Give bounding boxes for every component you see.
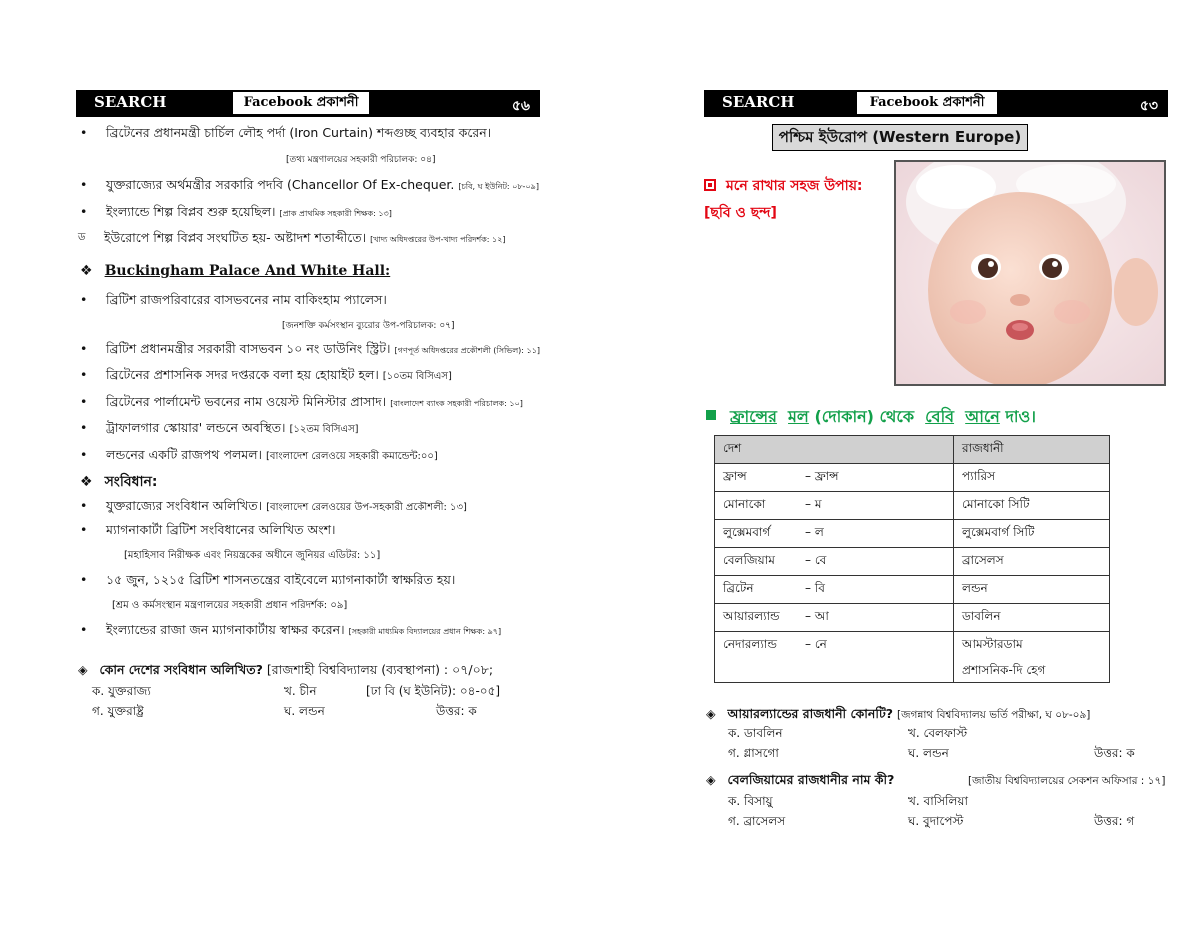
table-row: মোনাকো – ম মোনাকো সিটি <box>715 492 1110 520</box>
table-row: ফ্রান্স – ফ্রান্স প্যারিস <box>715 464 1110 492</box>
table-row: নেদারল্যান্ড – নে আমস্টারডাম প্রশাসনিক-দি হেগ <box>715 632 1110 683</box>
section-title: পশ্চিম ইউরোপ (Western Europe) <box>772 124 1028 151</box>
publisher-label: Facebook প্রকাশনী <box>232 91 370 115</box>
column-header: দেশ <box>715 436 954 464</box>
option-a: ক. যুক্তরাজ্য <box>92 684 151 698</box>
option-a: ক. বিসায়ু <box>728 794 773 808</box>
option-d: ঘ. বুদাপেস্ট <box>908 814 964 828</box>
option-c: গ. যুক্তরাষ্ট্র <box>92 704 144 718</box>
answer: উত্তর: ক <box>436 704 477 718</box>
table-row: আয়ারল্যান্ড – আ ডাবলিন <box>715 604 1110 632</box>
answer: উত্তর: ক <box>1094 746 1135 760</box>
question: ◈ কোন দেশের সংবিধান অলিখিত? [রাজশাহী বিশ্ববিদ্যালয় (ব্যবস্থাপনা) : ০৭/০৮; <box>78 662 494 677</box>
checkbox-icon <box>704 179 716 191</box>
table-row: বেলজিয়াম – বে ব্রাসেলস <box>715 548 1110 576</box>
source-note: [জনশক্তি কর্মসংস্থান ব্যুরোর উপ-পরিচালক: ০৭] <box>282 321 455 331</box>
right-page <box>600 0 1200 927</box>
section-heading: ❖ Buckingham Palace And White Hall: <box>80 263 391 279</box>
search-label: SEARCH <box>722 93 795 111</box>
publisher-label: Facebook প্রকাশনী <box>856 91 998 115</box>
left-page: SEARCH Facebook প্রকাশনী ৫৬ • ব্রিটেনের প্রধানমন্ত্রী চার্চিল লৌহ পর্দা (Iron Curtain) শব্দগুচ্ছ ব্যবহার করেন। [তথ্য মন্ত্রণালয়ের সহকারী পরিচালক: ০৪] • যুক্তরাজ্যের অর্থমন্ত্রীর সরকারি পদবি (Chancellor Of Ex-chequer. [চবি, ঘ ইউনিট: ০৮-০৯] • ইংল্যান্ডে শিল্প বিপ্লব শুরু হয়েছিল। [প্রাক প্রাথমিক সহকারী শিক্ষক: ১৩] ড ইউরোপে শিল্প বিপ্লব সংঘটিত হয়- অষ্টাদশ শতাব্দীতে। [খাদ্য অধিদপ্তরের উপ-খাদ্য পরিদর্শক: ১২] ❖ Buckingham Palace And White Hall: • ব্রিটিশ রাজপরিবারের বাসভবনের নাম বাকিংহাম প্যালেস। [জনশক্তি কর্মসংস্থান ব্যুরোর উপ-পরিচালক: ০৭] • ব্রিটিশ প্রধানমন্ত্রীর সরকারী বাসভবন ১০ নং ডাউনিং স্ট্রিট। [গণপূর্ত অধিদপ্তরের প্রকৌশলী (সিভিল): ১১] • ব্রিটেনের প্রশাসনিক সদর দপ্তরকে বলা হয় হোয়াইট হল। [১০তম বিসিএস] • ব্রিটেনের পার্লামেন্ট ভবনের নাম ওয়েস্ট মিনিস্টার প্রাসাদ। [বাংলাদেশ ব্যাংক সহকারী পরিচালক: ১০] • ট্রাফালগার স্কোয়ার' লন্ডনে অবস্থিত। [১২তম বিসিএস] • লন্ডনের একটি রাজপথ পলমল। [বাংলাদেশ রেলওয়ে সহকারী কমান্ডেন্ট:০০] ❖ সংবিধান: • যুক্তরাজ্যের সংবিধান অলিখিত। [বাংলাদেশ রেলওয়ের উপ-সহকারী প্রকৌশলী: ১৩] • ম্যাগনাকার্টা ব্রিটিশ সংবিধানের অলিখিত অংশ। [মহাহিসাব নিরীক্ষক এবং নিয়ন্ত্রকের অধীনে জুনিয়র এডিটর: ১১] • ১৫ জুন, ১২১৫ ব্রিটিশ শাসনতন্ত্রের বাইবেলে ম্যাগনাকার্টা স্বাক্ষরিত হয়। [শ্রম ও কর্মসংস্থান মন্ত্রণালয়ের সহকারী প্রধান পরিদর্শক: ০৯] • ইংল্যান্ডের রাজা জন ম্যাগনাকার্টায় স্বাক্ষর করেন। [সহকারী মাধ্যমিক বিদ্যালয়ের প্রধান শিক্ষক: ৯৭] ◈ কোন দেশের সংবিধান অলিখিত? [রাজশাহী বিশ্ববিদ্যালয় (ব্যবস্থাপনা) : ০৭/০৮; ক. যুক্তরাজ্য খ. চীন [ঢা বি (ঘ ইউনিট): ০৪-০৫] গ. যুক্তরাষ্ট্র ঘ. লন্ডন উত্তর: ক <box>0 0 600 927</box>
option-b: খ. বেলফাস্ট <box>908 726 968 740</box>
answer: উত্তর: গ <box>1094 814 1135 828</box>
source-note: [শ্রম ও কর্মসংস্থান মন্ত্রণালয়ের সহকারী প্রধান পরিদর্শক: ০৯] <box>112 600 348 611</box>
option-c: গ. গ্লাসগো <box>728 746 779 760</box>
table-row: ব্রিটেন – বি লন্ডন <box>715 576 1110 604</box>
source-note: [তথ্য মন্ত্রণালয়ের সহকারী পরিচালক: ০৪] <box>286 155 436 165</box>
tip-heading: মনে রাখার সহজ উপায়: <box>704 174 863 198</box>
search-label: SEARCH <box>94 93 167 111</box>
option-d: ঘ. লন্ডন <box>284 704 325 718</box>
question: ◈ আয়ারল্যান্ডের রাজধানী কোনটি? [জগন্নাথ বিশ্ববিদ্যালয় ভর্তি পরীক্ষা, ঘ ০৮-০৯] <box>706 706 1091 721</box>
right-header-bar <box>704 90 1168 117</box>
table-header-row <box>715 436 1110 464</box>
mnemonic-line: ফ্রান্সের মল (দোকান) থেকে বেবি আনে দাও। <box>706 404 1036 431</box>
section-heading: ❖ সংবিধান: <box>80 474 158 490</box>
source-note: [জাতীয় বিশ্ববিদ্যালয়ের সেকশন অফিসার : ১৭] <box>968 775 1166 787</box>
table-row: লুক্সেমবার্গ – ল লুক্সেমবার্গ সিটি <box>715 520 1110 548</box>
square-bullet-icon <box>706 410 716 420</box>
baby-illustration <box>896 162 1164 384</box>
left-header-bar <box>76 90 540 117</box>
option-b: খ. বাসিলিয়া <box>908 794 968 808</box>
capital-table <box>714 435 1110 683</box>
option-c: গ. ব্রাসেলস <box>728 814 786 828</box>
column-header: রাজধানী <box>954 436 1110 464</box>
option-b: খ. চীন <box>284 684 317 698</box>
page-number: ৫৩ <box>1139 98 1158 114</box>
baby-photo <box>894 160 1166 386</box>
option-d: ঘ. লন্ডন <box>908 746 949 760</box>
tip-subheading: [ছবি ও ছন্দ] <box>704 205 777 221</box>
question: ◈ বেলজিয়ামের রাজধানীর নাম কী? <box>706 772 895 787</box>
source-note: [মহাহিসাব নিরীক্ষক এবং নিয়ন্ত্রকের অধীনে জুনিয়র এডিটর: ১১] <box>124 550 381 561</box>
option-a: ক. ডাবলিন <box>728 726 783 740</box>
page-number: ৫৬ <box>511 98 530 114</box>
source-note: [ঢা বি (ঘ ইউনিট): ০৪-০৫] <box>366 684 501 698</box>
